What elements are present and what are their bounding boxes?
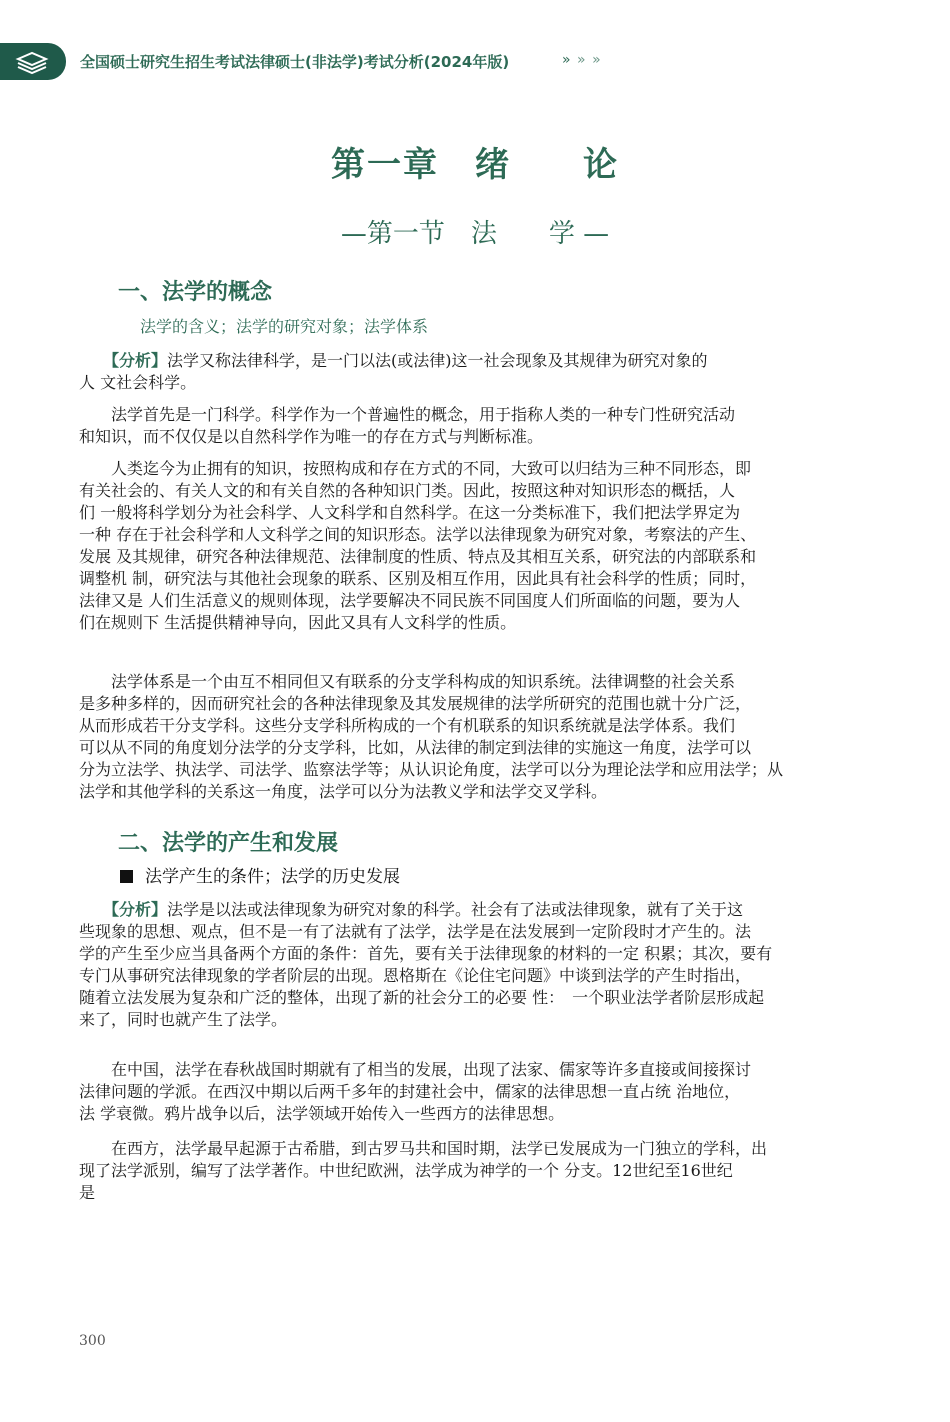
paragraph-text: 法学又称法律科学，是一门以法(或法律)这一社会现象及其规律为研究对象的	[167, 351, 708, 370]
paragraph-line	[79, 899, 884, 921]
paragraph-text: 法学是以法或法律现象为研究对象的科学。社会有了法或法律现象，就有了关于这	[167, 900, 744, 919]
header-arrows	[562, 52, 602, 68]
subtitle-origin	[120, 862, 400, 887]
paragraph-line: 法 学衰微。鸦片战争以后，法学领域开始传入一些西方的法律思想。	[79, 1104, 565, 1123]
paragraph-line: 和知识，而不仅仅是以自然科学作为唯一的存在方式与判断标准。	[79, 427, 544, 446]
paragraph-line	[79, 350, 884, 372]
analysis-label: 【分析】	[111, 900, 168, 919]
arrow-1: »	[562, 52, 572, 68]
arrow-3: »	[592, 52, 602, 68]
paragraph-line: 些现象的思想、观点，但不是一有了法就有了法学，法学是在法发展到一定阶段时才产生的。法	[79, 922, 752, 941]
paragraph-line: 一种 存在于社会科学和人文科学之间的知识形态。法学以法律现象为研究对象，考察法的产生、	[79, 525, 757, 544]
paragraph-line: 们 一般将科学划分为社会科学、人文科学和自然科学。在这一分类标准下，我们把法学界定为	[79, 503, 741, 522]
paragraph-line: 分为立法学、执法学、司法学、监察法学等；从认识论角度，法学可以分为理论法学和应用法学；从	[79, 760, 784, 779]
paragraph-line: 随着立法发展为复杂和广泛的整体，出现了新的社会分工的必要 性： 一个职业法学者阶层形成起	[79, 988, 765, 1007]
paragraph-line: 现了法学派别，编写了法学著作。中世纪欧洲，法学成为神学的一个 分支。12世纪至16世纪	[79, 1161, 733, 1180]
books-icon	[14, 49, 50, 75]
analysis-label: 【分析】	[111, 351, 168, 370]
chapter-title: 第一章 绪 论	[331, 145, 619, 185]
paragraph-line: 法律问题的学派。在西汉中期以后两千多年的封建社会中，儒家的法律思想一直占统 治地位，	[79, 1082, 741, 1101]
page-number: 300	[79, 1333, 106, 1349]
paragraph-analysis-2	[79, 899, 884, 1031]
paragraph-line: 来了，同时也就产生了法学。	[79, 1010, 288, 1029]
paragraph-line: 人 文社会科学。	[79, 373, 197, 392]
paragraph-line: 可以从不同的角度划分法学的分支学科，比如，从法律的制定到法律的实施这一角度，法学可以	[79, 738, 752, 757]
paragraph-line: 学的产生至少应当具备两个方面的条件：首先，要有关于法律现象的材料的一定 积累；其次，要有	[79, 944, 773, 963]
paragraph-system	[79, 671, 884, 803]
heading-concept: 一、法学的概念	[118, 280, 273, 305]
paragraph-line: 专门从事研究法律现象的学者阶层的出现。恩格斯在《论住宅问题》中谈到法学的产生时指出，	[79, 966, 752, 985]
paragraph-line: 法学体系是一个由互不相同但又有联系的分支学科构成的知识系统。法律调整的社会关系	[79, 672, 736, 691]
paragraph-line: 在西方，法学最早起源于古希腊，到古罗马共和国时期，法学已发展成为一门独立的学科，出	[79, 1139, 768, 1158]
paragraph-line: 在中国，法学在春秋战国时期就有了相当的发展，出现了法家、儒家等许多直接或间接探讨	[79, 1060, 752, 1079]
paragraph-knowledge	[79, 458, 884, 634]
subtitle-concept: 法学的含义；法学的研究对象；法学体系	[140, 317, 429, 336]
header-logo-badge	[0, 43, 66, 80]
paragraph-line: 是	[79, 1183, 96, 1202]
bullet-square-icon	[120, 870, 133, 883]
running-header-title: 全国硕士研究生招生考试法律硕士(非法学)考试分析(2024年版)	[80, 53, 510, 71]
subtitle-origin-text: 法学产生的条件；法学的历史发展	[145, 867, 400, 887]
paragraph-line: 从而形成若干分支学科。这些分支学科所构成的一个有机联系的知识系统就是法学体系。我们	[79, 716, 736, 735]
paragraph-china	[79, 1059, 884, 1125]
paragraph-analysis-1	[79, 350, 884, 394]
section-title: —第一节 法 学 —	[340, 219, 610, 249]
paragraph-line: 是多种多样的，因而研究社会的各种法律现象及其发展规律的法学所研究的范围也就十分广泛，	[79, 694, 752, 713]
paragraph-line: 发展 及其规律，研究各种法律规范、法律制度的性质、特点及其相互关系，研究法的内部联系和	[79, 547, 757, 566]
paragraph-line: 法学首先是一门科学。科学作为一个普遍性的概念，用于指称人类的一种专门性研究活动	[79, 405, 736, 424]
paragraph-line: 有关社会的、有关人文的和有关自然的各种知识门类。因此，按照这种对知识形态的概括，人	[79, 481, 736, 500]
heading-origin: 二、法学的产生和发展	[118, 831, 339, 856]
paragraph-line: 人类迄今为止拥有的知识，按照构成和存在方式的不同，大致可以归结为三种不同形态，即	[79, 459, 752, 478]
paragraph-science	[79, 404, 884, 448]
arrow-2: »	[577, 52, 587, 68]
paragraph-line: 法律又是 人们生活意义的规则体现，法学要解决不同民族不同国度人们所面临的问题，要为人	[79, 591, 741, 610]
paragraph-line: 法学和其他学科的关系这一角度，法学可以分为法教义学和法学交叉学科。	[79, 782, 608, 801]
paragraph-line: 调整机 制，研究法与其他社会现象的联系、区别及相互作用，因此具有社会科学的性质；同时，	[79, 569, 757, 588]
paragraph-line: 们在规则下 生活提供精神导向，因此又具有人文科学的性质。	[79, 613, 517, 632]
paragraph-west	[79, 1138, 884, 1204]
